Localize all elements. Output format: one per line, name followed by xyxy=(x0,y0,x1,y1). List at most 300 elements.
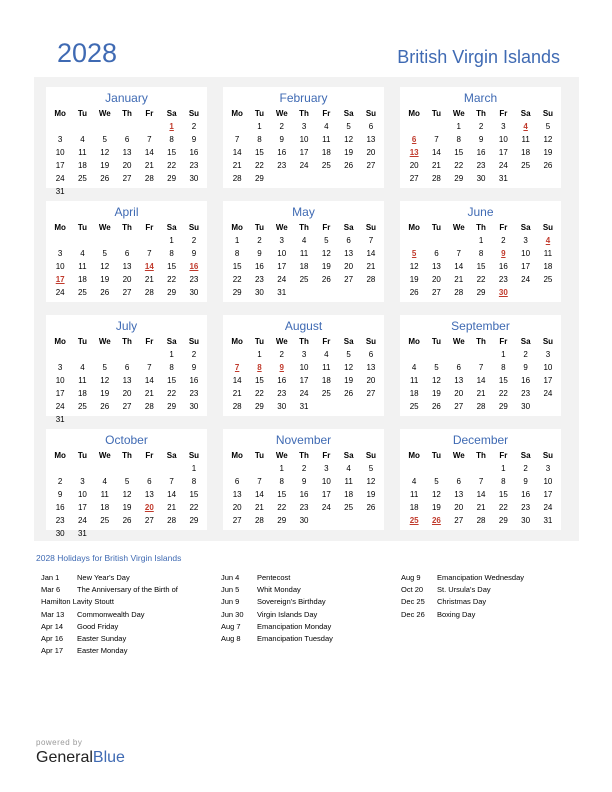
week-row xyxy=(49,374,205,387)
week-row xyxy=(226,488,382,501)
day-cell: 28 xyxy=(232,174,242,183)
weekday-header xyxy=(403,335,559,348)
weekday-label: Su xyxy=(188,451,200,460)
day-cell: 3 xyxy=(301,122,307,131)
weekday-label: Fr xyxy=(145,223,154,232)
day-cell: 8 xyxy=(257,135,262,144)
week-row xyxy=(49,146,205,159)
day-cell: 21 xyxy=(144,389,154,398)
day-cell: 29 xyxy=(232,288,242,297)
day-cell: 27 xyxy=(122,288,132,297)
day-cell: 30 xyxy=(189,288,199,297)
day-cell: 12 xyxy=(543,135,553,144)
day-cell: 25 xyxy=(77,174,87,183)
day-cell: 6 xyxy=(368,350,374,359)
weekday-label: Su xyxy=(542,451,554,460)
day-cell: 13 xyxy=(122,148,132,157)
day-cell: 13 xyxy=(454,490,464,499)
country-title: British Virgin Islands xyxy=(397,47,560,67)
weekday-label: Th xyxy=(476,223,486,232)
holiday-name: Good Friday xyxy=(77,621,119,631)
holiday-date: Oct 20 xyxy=(401,585,424,595)
day-cell: 15 xyxy=(167,376,177,385)
weekday-label: Mo xyxy=(231,337,243,346)
day-cell: 4 xyxy=(301,236,307,245)
day-cell: 25 xyxy=(100,516,110,525)
day-cell: 17 xyxy=(543,376,553,385)
day-cell: 11 xyxy=(100,490,109,499)
day-cell: 20 xyxy=(122,275,132,284)
weekday-label: Su xyxy=(365,337,377,346)
week-row xyxy=(226,514,382,527)
weekday-label: Th xyxy=(122,109,132,118)
day-cell: 20 xyxy=(122,161,132,170)
weekday-label: Fr xyxy=(499,451,508,460)
day-cell: 19 xyxy=(100,161,110,170)
day-cell: 16 xyxy=(189,148,199,157)
day-cell: 22 xyxy=(498,389,508,398)
week-row xyxy=(226,133,382,146)
week-row xyxy=(49,501,205,514)
month-january xyxy=(46,87,207,196)
week-row xyxy=(226,159,382,172)
day-cell: 21 xyxy=(366,262,376,271)
day-cell: 1 xyxy=(478,236,484,245)
day-cell: 22 xyxy=(254,161,264,170)
weekday-header xyxy=(403,449,559,462)
holiday-day: 20 xyxy=(144,503,154,512)
day-cell: 12 xyxy=(431,376,441,385)
day-cell: 14 xyxy=(454,262,464,271)
day-cell: 17 xyxy=(498,148,508,157)
month-name: January xyxy=(105,91,148,105)
weekday-label: Sa xyxy=(166,109,177,118)
month-name: October xyxy=(105,433,148,447)
day-cell: 15 xyxy=(232,262,242,271)
day-cell: 28 xyxy=(232,402,242,411)
week-row xyxy=(403,133,559,146)
day-cell: 20 xyxy=(454,389,464,398)
month-name: September xyxy=(451,319,510,333)
month-november xyxy=(223,429,384,530)
day-cell: 25 xyxy=(409,402,419,411)
day-cell: 2 xyxy=(57,477,63,486)
week-row xyxy=(49,247,205,260)
day-cell: 16 xyxy=(277,376,287,385)
day-cell: 24 xyxy=(55,174,65,183)
day-cell: 1 xyxy=(169,236,174,245)
month-days xyxy=(49,449,205,540)
holiday-date: Mar 6 xyxy=(41,585,61,595)
day-cell: 1 xyxy=(501,464,506,473)
weekday-label: Fr xyxy=(322,223,331,232)
day-cell: 9 xyxy=(279,135,284,144)
day-cell: 23 xyxy=(476,161,486,170)
weekday-label: We xyxy=(275,451,288,460)
week-row xyxy=(49,286,205,299)
day-cell: 18 xyxy=(77,161,87,170)
weekday-label: Sa xyxy=(166,451,177,460)
day-cell: 19 xyxy=(409,275,419,284)
weekday-label: Su xyxy=(188,109,200,118)
day-cell: 30 xyxy=(521,516,531,525)
weekday-label: Mo xyxy=(408,337,420,346)
day-cell: 26 xyxy=(100,402,110,411)
day-cell: 8 xyxy=(501,477,506,486)
day-cell: 3 xyxy=(57,249,63,258)
day-cell: 28 xyxy=(167,516,177,525)
day-cell: 6 xyxy=(434,249,439,258)
holiday-name: Commonwealth Day xyxy=(77,609,145,619)
day-cell: 31 xyxy=(543,516,553,525)
day-cell: 23 xyxy=(254,275,264,284)
day-cell: 8 xyxy=(456,135,461,144)
day-cell: 15 xyxy=(277,490,287,499)
day-cell: 27 xyxy=(232,516,242,525)
day-cell: 26 xyxy=(344,389,354,398)
day-cell: 14 xyxy=(431,148,441,157)
day-cell: 7 xyxy=(169,477,174,486)
day-cell: 9 xyxy=(478,135,484,144)
day-cell: 20 xyxy=(409,161,419,170)
brand-general: General xyxy=(36,749,93,766)
week-row xyxy=(49,462,205,475)
holiday-day: 14 xyxy=(144,262,154,271)
day-cell: 26 xyxy=(122,516,132,525)
day-cell: 22 xyxy=(476,275,486,284)
day-cell: 27 xyxy=(366,389,376,398)
day-cell: 21 xyxy=(431,161,441,170)
day-cell: 28 xyxy=(144,288,154,297)
weekday-header xyxy=(403,107,559,120)
day-cell: 22 xyxy=(254,389,264,398)
day-cell: 12 xyxy=(344,135,354,144)
day-cell: 10 xyxy=(498,135,508,144)
day-cell: 1 xyxy=(191,464,197,473)
day-cell: 8 xyxy=(279,477,284,486)
day-cell: 19 xyxy=(122,503,132,512)
day-cell: 12 xyxy=(122,490,132,499)
holiday-day: 1 xyxy=(169,122,174,131)
holiday-name: Emancipation Wednesday xyxy=(437,573,524,582)
day-cell: 1 xyxy=(501,350,506,359)
weekday-label: Tu xyxy=(254,223,265,232)
day-cell: 5 xyxy=(124,477,130,486)
weekday-header xyxy=(403,221,559,234)
day-cell: 29 xyxy=(254,174,264,183)
day-cell: 21 xyxy=(476,389,486,398)
holiday-name: Emancipation Monday xyxy=(257,621,332,631)
holiday-name: St. Ursula’s Day xyxy=(437,585,491,595)
month-august xyxy=(223,315,384,416)
week-row xyxy=(49,260,205,273)
day-cell: 22 xyxy=(167,275,177,284)
day-cell: 18 xyxy=(77,275,87,284)
day-cell: 30 xyxy=(254,288,264,297)
day-cell: 3 xyxy=(279,236,284,245)
day-cell: 13 xyxy=(454,376,464,385)
weekday-label: Th xyxy=(476,109,486,118)
weekday-label: Fr xyxy=(145,337,154,346)
day-cell: 3 xyxy=(545,350,551,359)
day-cell: 18 xyxy=(409,389,419,398)
day-cell: 25 xyxy=(321,389,331,398)
day-cell: 10 xyxy=(77,490,87,499)
weekday-label: We xyxy=(275,337,288,346)
day-cell: 5 xyxy=(434,477,439,486)
day-cell: 25 xyxy=(299,275,309,284)
day-cell: 21 xyxy=(144,275,154,284)
month-days xyxy=(226,221,382,299)
month-name: November xyxy=(275,433,332,447)
holiday-date: Jun 9 xyxy=(221,597,240,607)
week-row xyxy=(403,273,559,286)
week-row xyxy=(403,120,559,133)
day-cell: 4 xyxy=(324,122,329,131)
day-cell: 13 xyxy=(366,135,376,144)
day-cell: 2 xyxy=(191,236,197,245)
weekday-label: Fr xyxy=(499,223,508,232)
day-cell: 16 xyxy=(189,376,199,385)
week-row xyxy=(49,527,205,540)
weekday-label: We xyxy=(452,109,465,118)
day-cell: 4 xyxy=(80,249,85,258)
day-cell: 22 xyxy=(498,503,508,512)
day-cell: 27 xyxy=(409,174,419,183)
day-cell: 18 xyxy=(77,389,87,398)
month-name: February xyxy=(279,91,328,105)
weekday-label: Su xyxy=(188,223,200,232)
week-row xyxy=(226,120,382,133)
day-cell: 28 xyxy=(454,288,464,297)
day-cell: 8 xyxy=(234,249,240,258)
day-cell: 15 xyxy=(254,376,264,385)
month-april xyxy=(46,201,207,302)
month-days xyxy=(226,107,382,185)
day-cell: 17 xyxy=(77,503,87,512)
day-cell: 30 xyxy=(277,402,287,411)
week-row xyxy=(49,120,205,133)
day-cell: 23 xyxy=(498,275,508,284)
day-cell: 14 xyxy=(254,490,264,499)
day-cell: 5 xyxy=(324,236,329,245)
day-cell: 28 xyxy=(476,402,486,411)
week-row xyxy=(49,348,205,361)
weekday-label: Su xyxy=(542,337,554,346)
weekday-header xyxy=(226,335,382,348)
day-cell: 14 xyxy=(167,490,177,499)
day-cell: 4 xyxy=(80,135,85,144)
day-cell: 16 xyxy=(521,376,531,385)
week-row xyxy=(49,185,205,198)
day-cell: 11 xyxy=(322,363,331,372)
day-cell: 7 xyxy=(456,249,461,258)
day-cell: 12 xyxy=(100,376,110,385)
day-cell: 2 xyxy=(478,122,484,131)
week-row xyxy=(49,514,205,527)
day-cell: 20 xyxy=(344,262,354,271)
day-cell: 5 xyxy=(346,122,351,131)
day-cell: 29 xyxy=(476,288,486,297)
day-cell: 11 xyxy=(409,376,419,385)
day-cell: 29 xyxy=(498,516,508,525)
day-cell: 26 xyxy=(409,288,419,297)
week-row xyxy=(226,260,382,273)
day-cell: 31 xyxy=(299,402,309,411)
holiday-day: 4 xyxy=(545,236,551,245)
day-cell: 25 xyxy=(77,288,87,297)
day-cell: 3 xyxy=(545,464,551,473)
holiday-day: 6 xyxy=(411,135,417,144)
day-cell: 6 xyxy=(346,236,351,245)
weekday-label: Th xyxy=(122,223,132,232)
day-cell: 28 xyxy=(254,516,264,525)
day-cell: 18 xyxy=(344,490,354,499)
weekday-label: Tu xyxy=(431,451,442,460)
day-cell: 19 xyxy=(431,503,441,512)
day-cell: 16 xyxy=(55,503,65,512)
holiday-item xyxy=(41,633,127,645)
week-row xyxy=(49,361,205,374)
day-cell: 28 xyxy=(366,275,376,284)
day-cell: 6 xyxy=(456,477,461,486)
weekday-label: Sa xyxy=(520,337,531,346)
day-cell: 8 xyxy=(478,249,484,258)
day-cell: 17 xyxy=(521,262,531,271)
day-cell: 10 xyxy=(55,148,65,157)
month-december xyxy=(400,429,561,530)
weekday-label: Sa xyxy=(343,451,354,460)
year-title: 2028 xyxy=(57,38,118,68)
day-cell: 11 xyxy=(322,135,331,144)
weekday-label: Sa xyxy=(343,109,354,118)
holiday-date: Jun 30 xyxy=(221,609,244,619)
month-days xyxy=(226,449,382,527)
day-cell: 22 xyxy=(167,161,177,170)
holiday-day: 25 xyxy=(409,516,419,525)
weekday-label: We xyxy=(452,223,465,232)
week-row xyxy=(403,247,559,260)
weekday-label: We xyxy=(98,451,111,460)
day-cell: 17 xyxy=(55,161,65,170)
day-cell: 9 xyxy=(257,249,262,258)
week-row xyxy=(226,400,382,413)
day-cell: 10 xyxy=(543,363,553,372)
day-cell: 5 xyxy=(102,135,107,144)
day-cell: 6 xyxy=(124,249,130,258)
day-cell: 30 xyxy=(521,402,531,411)
month-name: August xyxy=(284,319,323,333)
day-cell: 7 xyxy=(147,135,152,144)
day-cell: 4 xyxy=(346,464,351,473)
day-cell: 10 xyxy=(321,477,331,486)
day-cell: 26 xyxy=(344,161,354,170)
weekday-label: Tu xyxy=(254,337,265,346)
month-name: May xyxy=(292,205,315,219)
day-cell: 27 xyxy=(144,516,154,525)
day-cell: 7 xyxy=(368,236,374,245)
month-october xyxy=(46,429,207,538)
day-cell: 15 xyxy=(189,490,199,499)
day-cell: 13 xyxy=(431,262,441,271)
week-row xyxy=(403,286,559,299)
holiday-date: Aug 9 xyxy=(401,573,421,582)
weekday-label: Tu xyxy=(77,337,88,346)
month-days xyxy=(226,335,382,413)
month-february xyxy=(223,87,384,188)
holiday-name: Pentecost xyxy=(257,573,291,582)
weekday-label: Mo xyxy=(231,223,243,232)
day-cell: 29 xyxy=(498,402,508,411)
day-cell: 15 xyxy=(498,376,508,385)
day-cell: 18 xyxy=(409,503,419,512)
holiday-day: 9 xyxy=(501,249,506,258)
holiday-date: Jan 1 xyxy=(41,573,60,582)
day-cell: 4 xyxy=(324,350,329,359)
month-days xyxy=(49,335,205,426)
week-row xyxy=(49,234,205,247)
weekday-label: Th xyxy=(299,337,309,346)
day-cell: 25 xyxy=(77,402,87,411)
weekday-label: Mo xyxy=(231,451,243,460)
holiday-day: 30 xyxy=(498,288,508,297)
week-row xyxy=(226,286,382,299)
day-cell: 13 xyxy=(366,363,376,372)
month-name: December xyxy=(452,433,509,447)
weekday-label: Tu xyxy=(77,223,88,232)
week-row xyxy=(403,260,559,273)
day-cell: 19 xyxy=(366,490,376,499)
holiday-day: 8 xyxy=(257,363,262,372)
week-row xyxy=(403,488,559,501)
day-cell: 30 xyxy=(476,174,486,183)
day-cell: 22 xyxy=(277,503,287,512)
day-cell: 2 xyxy=(501,236,506,245)
holiday-date: Apr 16 xyxy=(41,633,64,643)
day-cell: 5 xyxy=(545,122,551,131)
day-cell: 29 xyxy=(254,402,264,411)
weekday-label: Fr xyxy=(322,337,331,346)
month-june xyxy=(400,201,561,302)
weekday-label: Mo xyxy=(408,451,420,460)
holiday-date: Apr 17 xyxy=(41,646,64,656)
day-cell: 17 xyxy=(55,389,65,398)
day-cell: 31 xyxy=(498,174,508,183)
weekday-label: Th xyxy=(299,223,309,232)
day-cell: 4 xyxy=(102,477,107,486)
day-cell: 16 xyxy=(476,148,486,157)
month-days xyxy=(49,221,205,299)
day-cell: 24 xyxy=(543,389,553,398)
day-cell: 3 xyxy=(523,236,528,245)
week-row xyxy=(226,387,382,400)
day-cell: 17 xyxy=(543,490,553,499)
holiday-name: Emancipation Tuesday xyxy=(257,633,333,643)
weekday-label: Mo xyxy=(408,223,420,232)
day-cell: 9 xyxy=(523,477,528,486)
day-cell: 16 xyxy=(299,490,309,499)
weekday-label: Mo xyxy=(408,109,420,118)
week-row xyxy=(403,501,559,514)
day-cell: 2 xyxy=(523,464,528,473)
holiday-item xyxy=(41,609,145,621)
weekday-header xyxy=(226,449,382,462)
day-cell: 15 xyxy=(167,148,177,157)
day-cell: 11 xyxy=(344,477,353,486)
weekday-label: Sa xyxy=(166,337,177,346)
holiday-item xyxy=(41,572,130,584)
week-row xyxy=(226,374,382,387)
